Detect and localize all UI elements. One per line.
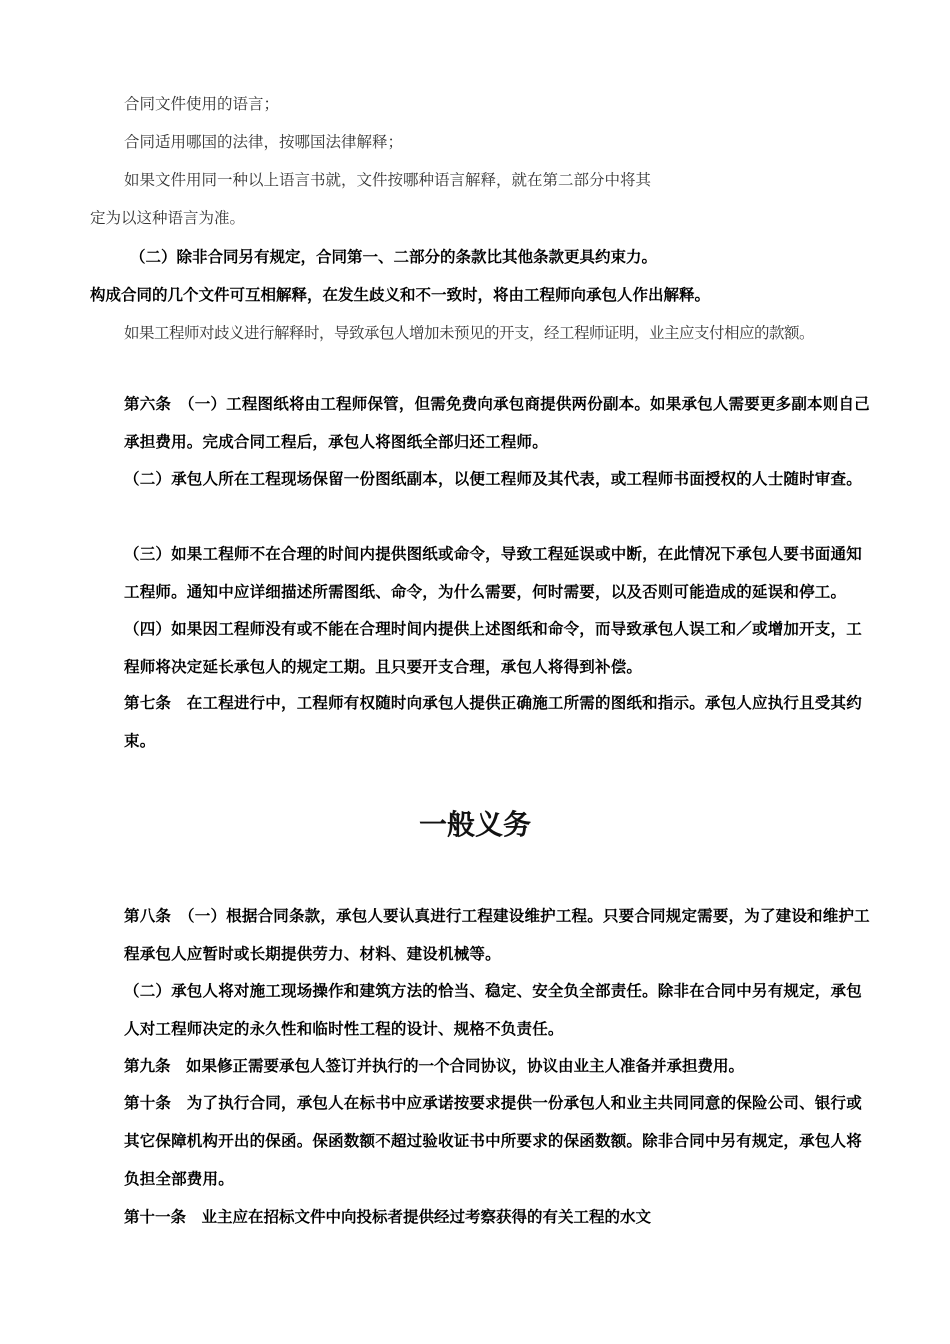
paragraph-multi-language: 如果文件用同一种以上语言书就，文件按哪种语言解释，就在第二部分中将其 [124, 171, 652, 189]
article-8-clause-1: 第八条 （一）根据合同条款，承包人要认真进行工程建设维护工程。只要合同规定需要，为了建设和维护工程承包人应暂时或长期提供劳力、材料、建设机械等。 [124, 906, 870, 963]
article-6-clause-1: 第六条 （一）工程图纸将由工程师保管，但需免费向承包商提供两份副本。如果承包人需要更多副本则自己承担费用。完成合同工程后，承包人将图纸全部归还工程师。 [124, 394, 870, 451]
article-7: 第七条 在工程进行中，工程师有权随时向承包人提供正确施工所需的图纸和指示。承包人应执行且受其约束。 [124, 693, 862, 750]
section-heading: 一般义务 [418, 808, 531, 841]
paragraph-ambiguity-costs: 如果工程师对歧义进行解释时，导致承包人增加未预见的开支，经工程师证明，业主应支付相应的款额。 [124, 324, 815, 342]
article-6-clause-2: （二）承包人所在工程现场保留一份图纸副本，以便工程师及其代表，或工程师书面授权的人士随时审查。 [124, 469, 862, 488]
paragraph-contract-language: 合同文件使用的语言； [124, 95, 280, 113]
paragraph-mutual-interpretation: 构成合同的几个文件可互相解释，在发生歧义和不一致时，将由工程师向承包人作出解释。 [90, 285, 711, 304]
paragraph-clause-priority: （二）除非合同另有规定，合同第一、二部分的条款比其他条款更具约束力。 [130, 247, 658, 266]
paragraph-governing-law: 合同适用哪国的法律，按哪国法律解释； [124, 133, 404, 151]
article-6-clause-3: （三）如果工程师不在合理的时间内提供图纸或命令，导致工程延误或中断，在此情况下承包人要书面通知工程师。通知中应详细描述所需图纸、命令，为什么需要，何时需要，以及否则可能造成的延误和停工。 [124, 544, 862, 601]
article-9: 第九条 如果修正需要承包人签订并执行的一个合同协议，协议由业主人准备并承担费用。 [124, 1056, 745, 1075]
article-10: 第十条 为了执行合同，承包人在标书中应承诺按要求提供一份承包人和业主共同同意的保险公司、银行或其它保障机构开出的保函。保函数额不超过验收证书中所要求的保函数额。除非合同中另有规定，承包人将负担全部费用。 [124, 1093, 862, 1188]
paragraph-multi-language-cont: 定为以这种语言为准。 [90, 209, 246, 227]
article-6-clause-4: （四）如果因工程师没有或不能在合理时间内提供上述图纸和命令，而导致承包人误工和／或增加开支，工程师将决定延长承包人的规定工期。且只要开支合理，承包人将得到补偿。 [124, 619, 862, 676]
article-8-clause-2: （二）承包人将对施工现场操作和建筑方法的恰当、稳定、安全负全部责任。除非在合同中另有规定，承包人对工程师决定的永久性和临时性工程的设计、规格不负责任。 [124, 981, 862, 1038]
article-11: 第十一条 业主应在招标文件中向投标者提供经过考察获得的有关工程的水文 [124, 1207, 652, 1226]
